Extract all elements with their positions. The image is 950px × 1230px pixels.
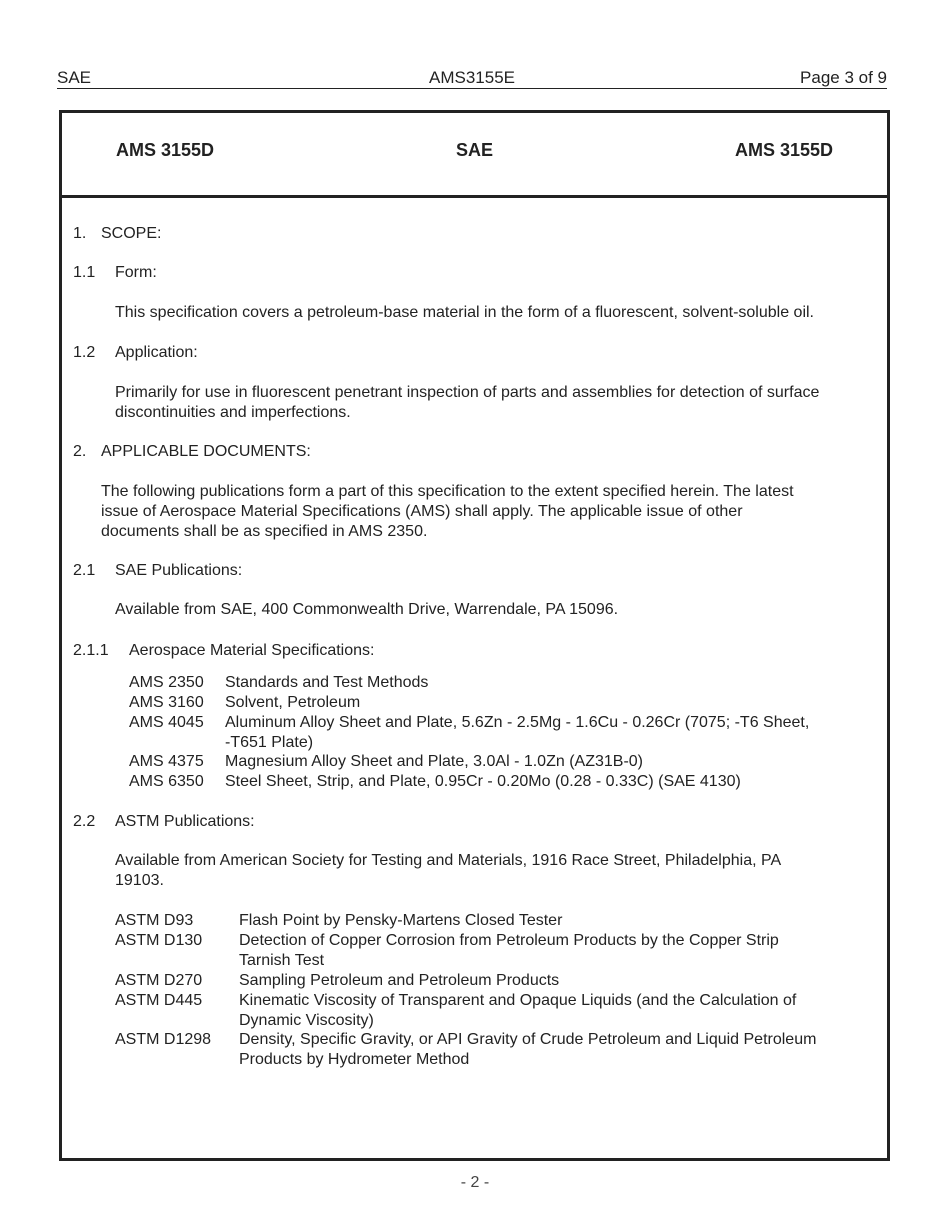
section-number: 2.1.1 <box>73 642 109 659</box>
doc-title: Standards and Test Methods <box>225 674 429 691</box>
doc-title: Steel Sheet, Strip, and Plate, 0.95Cr - 0.20Mo (0.28 - 0.33C) (SAE 4130) <box>225 773 741 790</box>
doc-code: AMS 2350 <box>129 674 204 691</box>
doc-title-continued: -T651 Plate) <box>225 734 314 751</box>
doc-code: ASTM D270 <box>115 972 203 989</box>
section-number: 1.1 <box>73 264 96 281</box>
doc-code: AMS 6350 <box>129 773 204 790</box>
section-title: Form: <box>115 264 157 281</box>
section-title: SAE Publications: <box>115 562 243 579</box>
doc-code: AMS 4045 <box>129 714 204 731</box>
paragraph-line: 19103. <box>115 872 164 889</box>
doc-code: AMS 3160 <box>129 694 204 711</box>
paragraph-line: issue of Aerospace Material Specifications (AMS) shall apply. The applicable issue of other <box>101 503 743 520</box>
doc-code: ASTM D130 <box>115 932 203 949</box>
doc-code: ASTM D93 <box>115 912 194 929</box>
paragraph-line: documents shall be as specified in AMS 2350. <box>101 523 428 540</box>
doc-title: Kinematic Viscosity of Transparent and Opaque Liquids (and the Calculation of <box>239 992 797 1009</box>
doc-title-continued: Products by Hydrometer Method <box>239 1051 470 1068</box>
doc-title: Density, Specific Gravity, or API Gravity of Crude Petroleum and Liquid Petroleum <box>239 1031 817 1048</box>
paragraph-line: Available from American Society for Testing and Materials, 1916 Race Street, Philadelphia, PA <box>115 852 782 869</box>
section-title: ASTM Publications: <box>115 813 255 830</box>
doc-title: Magnesium Alloy Sheet and Plate, 3.0Al - 1.0Zn (AZ31B-0) <box>225 753 643 770</box>
paragraph-line: discontinuities and imperfections. <box>115 404 351 421</box>
section-number: 1. <box>73 225 87 242</box>
frame-header-center: SAE <box>455 140 493 160</box>
doc-code: AMS 4375 <box>129 753 204 770</box>
doc-title: Detection of Copper Corrosion from Petroleum Products by the Copper Strip <box>239 932 779 949</box>
header-org: SAE <box>57 68 92 87</box>
paragraph-line: The following publications form a part of this specification to the extent specified herein. The latest <box>101 483 794 500</box>
page-footer-number: - 2 - <box>460 1174 490 1191</box>
paragraph-line: Primarily for use in fluorescent penetrant inspection of parts and assemblies for detection of surface <box>115 384 820 401</box>
section-number: 1.2 <box>73 344 96 361</box>
running-header <box>57 68 887 89</box>
section-title: Application: <box>115 344 198 361</box>
section-title: Aerospace Material Specifications: <box>129 642 375 659</box>
section-number: 2.2 <box>73 813 96 830</box>
doc-title-continued: Tarnish Test <box>239 952 325 969</box>
doc-title: Flash Point by Pensky-Martens Closed Tester <box>239 912 563 929</box>
section-title: APPLICABLE DOCUMENTS: <box>101 443 311 460</box>
header-doc-number: AMS3155E <box>429 68 515 87</box>
paragraph: Available from SAE, 400 Commonwealth Drive, Warrendale, PA 15096. <box>115 601 619 618</box>
frame-header-right: AMS 3155D <box>734 140 833 160</box>
doc-title: Aluminum Alloy Sheet and Plate, 5.6Zn - 2.5Mg - 1.6Cu - 0.26Cr (7075; -T6 Sheet, <box>225 714 810 731</box>
frame-header <box>62 113 887 198</box>
header-page-number: Page 3 of 9 <box>800 68 887 87</box>
frame-header-left: AMS 3155D <box>116 140 215 160</box>
doc-code: ASTM D445 <box>115 992 203 1009</box>
doc-title: Solvent, Petroleum <box>225 694 361 711</box>
doc-title-continued: Dynamic Viscosity) <box>239 1012 374 1029</box>
section-title: SCOPE: <box>101 225 162 242</box>
doc-title: Sampling Petroleum and Petroleum Products <box>239 972 560 989</box>
paragraph: This specification covers a petroleum-base material in the form of a fluorescent, solvent-soluble oil. <box>115 304 814 321</box>
doc-code: ASTM D1298 <box>115 1031 212 1048</box>
section-number: 2. <box>73 443 87 460</box>
section-number: 2.1 <box>73 562 96 579</box>
